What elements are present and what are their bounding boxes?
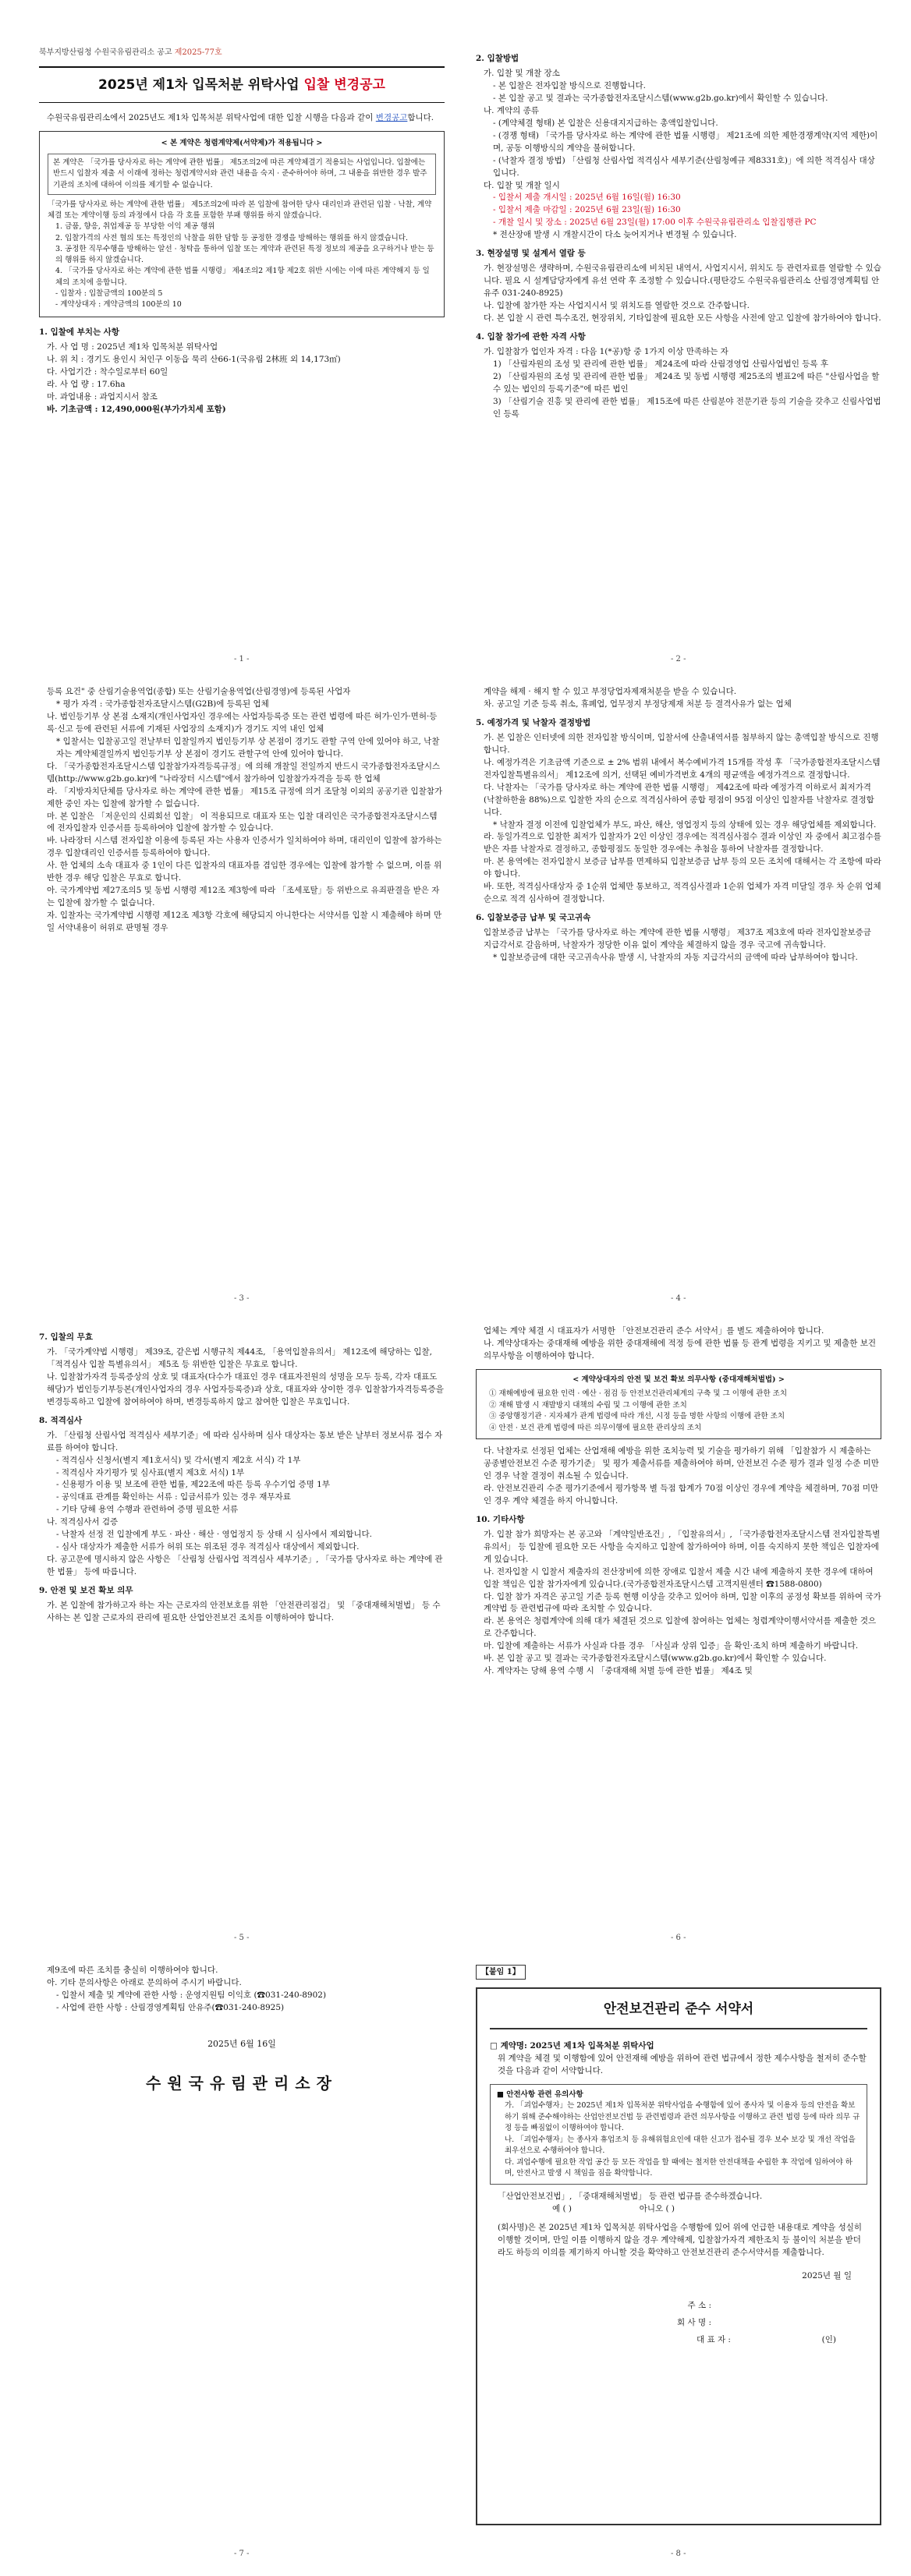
section1-row: 마. 과업내용 : 과업지시서 참조 (47, 392, 158, 402)
section1-row: 가. 사 업 명 : 2025년 제1차 입목처분 위탁사업 (47, 342, 218, 352)
section-title: 9. 안전 및 보건 확보 의무 (39, 1586, 133, 1596)
page-1 (39, 47, 445, 655)
annex-notice-item: 나. 「괴업수행자」는 종사자 휴업조치 등 유해위험요인에 대한 신고가 접수될 경우 보수 보강 및 개선 작업을 최우선으로 수행하여야 합니다. (505, 2135, 856, 2156)
page-number: - 2 - (671, 655, 686, 663)
safety-duties-box: < 계약상대자의 안전 및 보건 확보 의무사항 (중대재해처벌법) > ① 재해예방에 필요한 인력 · 예산 · 점검 등 안전보건관리체계의 구축 및 그 이행에 관한 조치 ② 재해 발생 시 재발방지 대책의 수립 및 그 이행에 관한 조치 ③ 중앙행정기관 · 지자체가 관계 법령에 따라 개선, 시정 등을 명한 사항의 이행에 관한 조치 ④ 안전 · 보건 관계 법령에 따른 의무이행에 필요한 관리상의 조치 (476, 1369, 881, 1439)
integrity-items (48, 221, 436, 310)
section1-rows (39, 341, 445, 404)
screening-doc-item: - 공익대표 관계를 확인하는 서류 : 입금서류가 있는 경우 재무자료 (56, 1492, 291, 1502)
safety-duty-item: ③ 중앙행정기관 · 지자체가 관계 법령에 따라 개선, 시정 등을 명한 사항의 이행에 관한 조치 (489, 1412, 785, 1421)
section-title: 8. 적격심사 (39, 1415, 83, 1425)
integrity-item: 2. 입찰가격의 사전 협의 또는 특정인의 낙찰을 위한 담합 등 공정한 경쟁을 방해하는 행위를 하지 않겠습니다. (55, 233, 408, 242)
page-8 (476, 1965, 881, 2573)
integrity-item: 1. 금품, 향응, 취업제공 등 부당한 이익 제공 행위 (55, 222, 215, 232)
page-7: 제9조에 따른 조치를 충실히 이행하여야 합니다. 아. 기타 문의사항은 아래로 문의하여 주시기 바랍니다. - 입찰서 제출 및 계약에 관한 사항 : 운영지원팀 이익호 (☎031-240-8902) - 사업에 관한 사항 : 산림경영계획팀 안유주(☎031-240-8925) 2025년 6월 16일 수원국유림관리소장 (39, 1965, 445, 2573)
page-6: 업체는 계약 체결 시 대표자가 서명한 「안전보건관리 준수 서약서」를 별도 제출하여야 합니다. 나. 계약상대자는 중대재해 예방을 위한 중대재해에 적정 등에 관한 법률 등 관계 법령을 지키고 및 제출한 보건 의무사항을 이행하여야 합니다. < 계약상대자의 안전 및 보건 확보 의무사항 (중대재해처벌법) > ① 재해예방에 필요한 인력 · 예산 · 점검 등 안전보건관리체계의 구축 및 그 이행에 관한 조치 ② 재해 발생 시 재발방지 대책의 수립 및 그 이행에 관한 조치 ③ 중앙행정기관 · 지자체가 관계 법령에 따라 개선, 시정 등을 명한 사항의 이행에 관한 조치 ④ 안전 · 보건 관계 법령에 따른 의무이행에 필요한 관리상의 조치 다. 낙찰자로 선정된 업체는 산업재해 예방을 위한 조치능력 및 기술을 평가하기 위해 「입찰참가 시 제출하는 공종별안전보건 수준 평가기준」 및 평가 제출서류를 제출하여야 하며, 안전보건 수준 평가 결과 일정 수준 미만인 경우 낙찰 결정이 취소될 수 있습니다. 라. 안전보건관리 수준 평가기준에서 평가항목 별 득점 합계가 70점 이상인 경우에 계약을 체결하며, 70점 미만인 경우 계약 체결을 하지 아니합니다. 10. 기타사항 가. 입찰 참가 희망자는 본 공고와 「계약일반조건」, 「입찰유의서」, 「국가종합전자조달시스템 전자입찰특별유의서」 등 입찰에 필요한 모든 사항을 숙지하고 입찰에 참가하여야 하며, 이를 숙지하지 못한 책임은 입찰자에게 있습니다. 나. 전자입찰 시 입찰서 제출자의 전산장비에 의한 장애로 입찰서 제출 시간 내에 제출하지 못한 경우에 대하여 입찰 책임은 입찰 참가자에게 있습니다.(국가종합전자조달시스템 고객지원센터 ☎1588-0800) 다. 입찰 참가 자격은 공고일 기준 등록 현행 이상을 갖추고 있어야 하며, 입찰 이후의 공정성 확보를 위하여 국가계약법 등 관련법규에 따라 조치할 수 있습니다. 라. 본 용역은 청렴계약에 의해 대가 체결된 것으로 입찰에 참여하는 업체는 청렴계약이행서약서를 제출한 것으로 간주합니다. 마. 입찰에 제출하는 서류가 사실과 다를 경우 「사실과 상위 입증」을 확인·조치 하며 제출하기 바랍니다. 바. 본 입찰 공고 및 결과는 국가종합전자조달시스템(www.g2b.go.kr)에서 확인할 수 있습니다. 사. 계약자는 당해 용역 수행 시 「중대재해 처벌 등에 관한 법률」 제4조 및 (476, 1326, 881, 1676)
section-title: 3. 현장설명 및 설계서 열람 등 (476, 249, 586, 259)
divider (39, 102, 445, 103)
page-title: 2025년 제1차 입목처분 위탁사업 입찰 변경공고 (98, 77, 385, 94)
page-number: - 5 - (234, 1934, 250, 1942)
integrity-box: < 본 계약은 청렴계약제(서약제)가 적용됩니다 > 본 계약은 「국가를 당사자로 하는 계약에 관한 법률」 제5조의2에 따른 계약체결기 적용되는 사업입니다. 입찰에는 반드시 입찰자 제출 서 이래에 정하는 청렴계약서와 관련 내용을 숙지 · 준수하여야 하며, 그 내용을 위반한 경우 발주기관의 조치에 대하여 이의를 제기할 수 없습니다. 「국가를 당사자로 하는 계약에 관한 법률」 제5조의2에 따라 본 입찰에 참여한 당사 대리인과 관련된 입찰 · 낙찰, 계약체결 또는 계약이행 등의 과정에서 다음 각 호를 포함한 부패 행위를 하지 않겠습니다. 1. 금품, 향응, 취업제공 등 부당한 이익 제공 행위 2. 입찰가격의 사전 협의 또는 특정인의 낙찰을 위한 담합 등 공정한 경쟁을 방해하는 행위를 하지 않겠습니다. 3. 공정한 직무수행을 방해하는 알선 · 청탁을 통하여 입찰 또는 계약과 관련된 특정 정보의 제공을 요구하거나 받는 등의 행위를 하지 않겠습니다. 4. 「국가를 당사자로 하는 계약에 관한 법률 시행령」 제4조의2 제1항 제2호 위반 시에는 이에 따른 계약해지 등 일체의 조치에 응합니다. - 입찰자 : 입찰금액의 100분의 5 - 계약상대자 : 계약금액의 100분의 10 (39, 131, 445, 318)
page-number: - 3 - (234, 1294, 250, 1303)
safety-duty-item: ② 재해 발생 시 재발방지 대책의 수립 및 그 이행에 관한 조치 (489, 1400, 687, 1410)
section-title: 5. 예정가격 및 낙찰자 결정방법 (476, 717, 591, 727)
page-5: 7. 입찰의 무효 가. 「국가계약법 시행령」 제39조, 같은법 시행규칙 제44조, 「용역입찰유의서」 제12조에 해당하는 입찰, 「적격심사 입찰 특별유의서」 제5조 등 위반한 입찰은 무효로 합니다. 나. 입찰참가자격 등록증상의 상호 및 대표자(다수가 대표인 경우 대표자전원의 성명을 모두 등록, 각자 대표도 해당)가 법인등기부등본(개인사업자의 경우 사업자등록증)과 상호, 대표자와 상이한 경우 입찰참가자격등록증을 변경등록하고 입찰에 참여하여야 하며, 변경등록하지 않고 참여한 입찰은 무효입니다. 8. 적격심사 가. 「산림청 산림사업 적격심사 세부기준」에 따라 심사하며 심사 대상자는 통보 받은 날부터 정보서류 접수 자료를 하여야 합니다. - 적격심사 신청서(별지 제1호서식) 및 각서(별지 제2호 서식) 각 1부 - 적격심사 자기평가 및 심사표(별지 제3호 서식) 1부 - 신용평가 이용 및 보조에 관한 법률, 제22조에 따른 등록 우수기업 증명 1부 - 공익대표 관계를 확인하는 서류 : 입금서류가 있는 경우 재무자료 - 기타 당해 용역 수행과 관련하여 증명 필요한 서류 나. 적격심사서 검증 - 낙찰자 선정 전 입찰에게 부도 · 파산 · 해산 · 영업정지 등 상태 시 심사에서 제외합니다. - 심사 대상자가 제출한 서류가 허위 또는 위조된 경우 적격심사 대상에서 제외합니다. 다. 공고문에 명시하지 않은 사항은 「산림청 산림사업 적격심사 세부기준」, 「국가를 당사자로 하는 계약에 관한 법률」 등에 따릅니다. 9. 안전 및 보건 확보 의무 가. 본 입찰에 참가하고자 하는 자는 근로자의 안전보호를 위한 「안전관리점검」 및 「중대재해처벌법」 등 수사하는 본 입찰 근로자의 관리에 필요한 산업안전보건 조치를 이행하여야 합니다. (39, 1332, 444, 1623)
annex-title: 안전보건관리 준수 서약서 (490, 2000, 867, 2029)
page-number: - 4 - (671, 1294, 686, 1303)
annex-tag: 【붙임 1】 (476, 1965, 526, 1980)
page-4: 계약을 해제 · 해지 할 수 있고 부정당업자제재처분을 받을 수 있습니다. 차. 공고일 기준 등록 취소, 휴폐업, 업무정지 부정당제재 처분 등 결격사유가 없는 업체 5. 예정가격 및 낙찰자 결정방법 가. 본 입찰은 인터넷에 의한 전자입찰 방식이며, 입찰서에 산출내역서를 첨부하지 않는 총액입찰 방식으로 진행합니다. 나. 예정가격은 기초금액 기준으로 ± 2% 범위 내에서 복수예비가격 15개를 작성 후 「국가종합전자조달시스템 전자입찰특별유의서」 제12조에 의거, 선택된 예비가격번호 4개의 평균액을 예정가격으로 결정합니다. 다. 낙찰자는 「국가를 당사자로 하는 계약에 관한 법률 시행령」 제42조에 따라 예정가격 이하로서 최저가격(낙찰하한율 88%)으로 입찰한 자의 순으로 적격심사하여 종합 평점이 95점 이상인 입찰자를 낙찰자로 결정합니다. * 낙찰자 결정 이전에 입찰업체가 부도, 파산, 해산, 영업정지 등의 상태에 있는 경우 해당업체를 제외합니다. 라. 동일가격으로 입찰한 최저가 입찰자가 2인 이상인 경우에는 적격심사점수 결과 이상인 자 중에서 최고점수를 받은 자를 낙찰자로 결정하고, 종합평점도 동일한 경우에는 추첨을 통하여 낙찰자를 결정합니다. 마. 본 용역에는 전자입찰시 보증금 납부를 면제하되 입찰보증금 납부 등의 모든 조치에 대해서는 각 조항에 따라야 합니다. 바. 또한, 적격심사대상자 중 1순위 업체만 통보하고, 적격심사결과 1순위 업체가 자격 미달일 경우 차 순위 업체 순으로 적격 심사하여 결정합니다. 6. 입찰보증금 납부 및 국고귀속 입찰보증금 납부는 「국가를 당사자로 하는 계약에 관한 법률 시행령」 제37조 제3호에 따라 전자입찰보증금 지급각서로 갈음하며, 낙찰자가 정당한 이유 없이 계약을 체결하지 않을 경우 국고에 귀속합니다. * 입찰보증금에 대한 국고귀속사유 발생 시, 낙찰자의 자동 지급각서의 금액에 따라 납부하여야 합니다. (476, 687, 881, 963)
integrity-item: - 계약상대자 : 계약금액의 100분의 10 (55, 300, 182, 310)
annex-notice-box: ■ 안전사항 관련 유의사항 가. 「괴업수행자」는 2025년 제1차 입목처분 위탁사업을 수행함에 있어 종사자 및 이용자 등의 안전을 확보하기 위해 준수해야하는 산업안전보건법 등 관련법령과 관련 의무사항을 이행하고 관련 법령 등에 따라 의무 규정 등을 빠짐없이 이행하여야 합니다. 나. 「괴업수행자」는 종사자 휴업조치 등 유해위험요인에 대한 신고가 접수될 경우 보수 보강 및 개선 작업을 최우선으로 수행하여야 합니다. 다. 괴업수행에 필요한 작업 공간 등 모든 작업을 할 때에는 철저한 안전대책을 수립한 후 작업에 임하여야 하며, 안전사고 발생 시 책임을 짐을 확약합니다. (490, 2084, 867, 2185)
page-number: - 1 - (234, 655, 250, 663)
annex-frame: 안전보건관리 준수 서약서 □ 계약명: 2025년 제1차 입목처분 위탁사업 위 계약을 체결 및 이행함에 있어 안전재해 예방을 위하여 관련 법규에서 정한 제수사항을 철저히 준수할 것을 다음과 같이 서약합니다. ■ 안전사항 관련 유의사항 가. 「괴업수행자」는 2025년 제1차 입목처분 위탁사업을 수행함에 있어 종사자 및 이용자 등의 안전을 확보하기 위해 준수해야하는 산업안전보건법 등 관련법령과 관련 의무사항을 이행하고 관련 법령 등에 따라 의무 규정 등을 빠짐없이 이행하여야 합니다. 나. 「괴업수행자」는 종사자 휴업조치 등 유해위험요인에 대한 신고가 접수될 경우 보수 보강 및 개선 작업을 최우선으로 수행하여야 합니다. 다. 괴업수행에 필요한 작업 공간 등 모든 작업을 할 때에는 철저한 안전대책을 수립한 후 작업에 임하여야 하며, 안전사고 발생 시 책임을 짐을 확약합니다. 「산업안전보건법」, 「중대재해처벌법」 등 관련 법규를 준수하겠습니다. 예 ( ) 아니오 ( ) (회사명)은 본 2025년 제1차 입목처분 위탁사업을 수행함에 있어 위에 언급한 내용대로 계약을 성실히 이행할 것이며, 만일 이를 이행하지 않을 경우 계약해제, 입찰참가자격 제한조치 등 불이익 처분을 받더라도 하등의 이의를 제기하지 아니할 것을 확약하고 안전보건관리 준수서약서를 제출합니다. 2025년 월 일 주 소 : 회 사 명 : 대 표 자 : (인) (476, 1987, 881, 2525)
page-number: - 7 - (234, 2549, 250, 2558)
safety-duty-item: ④ 안전 · 보건 관계 법령에 따른 의무이행에 필요한 관리상의 조치 (489, 1423, 702, 1432)
section-title: 1. 입찰에 부치는 사항 (39, 327, 120, 338)
screening-documents (39, 1455, 445, 1517)
section-title: 7. 입찰의 무효 (39, 1332, 93, 1342)
section-title: 6. 입찰보증금 납부 및 국고귀속 (476, 913, 591, 923)
yes-no-row (490, 2203, 867, 2216)
notice-date: 2025년 6월 16일 (207, 2038, 276, 2049)
integrity-item: 4. 「국가를 당사자로 하는 계약에 관한 법률 시행령」 제4조의2 제1항 제2호 위반 시에는 이에 따른 계약해지 등 일체의 조치에 응합니다. (55, 267, 430, 287)
divider (39, 66, 445, 68)
screening-doc-item: - 적격심사 신청서(별지 제1호서식) 및 각서(별지 제2호 서식) 각 1부 (56, 1455, 301, 1465)
notice-header: 북부지방산림청 수원국유림관리소 공고 제2025-77호 (39, 48, 222, 57)
annex-notice-item: 다. 괴업수행에 필요한 작업 공간 등 모든 작업을 할 때에는 철저한 안전대책을 수립한 후 작업에 임하여야 하며, 안전사고 발생 시 책임을 짐을 확약합니다. (505, 2157, 853, 2178)
screening-doc-item: - 신용평가 이용 및 보조에 관한 법률, 제22조에 따른 등록 우수기업 증명 1부 (56, 1480, 330, 1490)
yes-checkbox[interactable]: 예 ( ) (552, 2204, 572, 2214)
section1-row: 나. 위 치 : 경기도 용인시 처인구 이동읍 묵리 산66-1(국유림 2林班 외 14,173㎡) (47, 355, 341, 365)
section1-row: 라. 사 업 량 : 17.6ha (47, 380, 126, 390)
page-3: 등록 요건" 중 산림기술용역업(종합) 또는 산림기술용역업(산림경영)에 등록된 사업자 * 평가 자격 : 국가종합전자조달시스템(G2B)에 등록된 업체 나. 법인등기부 상 본점 소재지(개인사업자인 경우에는 사업자등록증 또는 관련 법령에 따른 허가·인가·면허·등록·신고 등에 관련된 서류에 기재된 사업장의 소재지)가 경기도 지역 내인 업체 * 입찰서는 입찰공고일 전날부터 입찰일까지 법인등기부 상 본점이 경기도 관할 구역 안에 있어야 하고, 낙찰자는 계약체결일까지 법인등기부 상 본점이 경기도 관할구역 안에 있어야 합니다. 다. 「국가종합전자조달시스템 입찰참가자격등록규정」에 의해 개찰일 전일까지 반드시 국가종합전자조달시스템(http://www.g2b.go.kr)에 "나라장터 시스템"에서 참가하여 입찰참가자격을 등록 한 업체 라. 「지방자치단체를 당사자로 하는 계약에 관한 법률」 제15조 규정에 의거 조달청 이외의 공공기관 입찰참가제한 중인 자는 입찰에 참가할 수 없습니다. 마. 본 입찰은 「저운인의 신뢰회선 입찰」 이 적용되므로 대표자 또는 입찰 대리인은 국가종합전자조달시스템에 전자입찰자 인증서를 등록하여야 입찰에 참가할 수 있습니다. 바. 나라장터 시스템 전자입찰 이용에 등록된 자는 사용자 인증서가 일치하여야 하며, 대리인이 입찰에 참가하는 경우 입찰대리인 인증서를 등록하여야 합니다. 사. 한 업체의 소속 대표자 중 1인이 다른 입찰자의 대표자를 겸임한 경우에는 입찰에 참가할 수 없으며, 이를 위반한 경우 해당 입찰은 무효로 합니다. 아. 국가계약법 제27조의5 및 동법 시행령 제12조 제3항에 따라 「조세포탈」등 위반으로 유죄판결을 받은 자는 입찰에 참가할 수 없습니다. 자. 입찰자는 국가계약법 시행령 제12조 제3항 각호에 해당되지 아니한다는 서약서를 입찰 시 제출해야 하며 만일 서약내용이 허위로 판명될 경우 (47, 687, 443, 933)
annex-notice-item: 가. 「괴업수행자」는 2025년 제1차 입목처분 위탁사업을 수행함에 있어 종사자 및 이용자 등의 안전을 확보하기 위해 준수해야하는 산업안전보건법 등 관련법령과 관련 의무사항을 이행하고 관련 법령 등에 따라 의무 규정 등을 빠짐없이 이행하여야 합니다. (505, 2101, 860, 2133)
intro-text: 수원국유림관리소에서 2025년도 제1차 입목처분 위탁사업에 대한 입찰 시행을 다음과 같이 변경공고합니다. (47, 113, 434, 123)
page-2: 2. 입찰방법 가. 입찰 및 개찰 장소 - 본 입찰은 전자입찰 방식으로 진행합니다. - 본 입찰 공고 및 결과는 국가종합전자조달시스템(www.g2b.go.kr)에서 확인할 수 있습니다. 나. 계약의 종류 - (계약체결 형태) 본 입찰은 신용대지지급하는 총액입찰입니다. - (경쟁 형태) 「국가를 당사자로 하는 계약에 관한 법률 시행령」 제21조에 의한 제한경쟁계약(지역 제한)이며, 공동 이행방식의 계약을 불허합니다. - (낙찰자 결정 방법) 「산림청 산림사업 적격심사 세부기준(산림청예규 제8331호)」에 의한 적격심사 대상입니다. 다. 입찰 및 개찰 일시 - 입찰서 제출 개시일 : 2025년 6월 16일(월) 16:30 - 입찰서 제출 마감일 : 2025년 6월 23일(월) 16:30 - 개찰 일시 및 장소 : 2025년 6월 23일(월) 17:00 이후 수원국유림관리소 입찰집행관 PC * 전산장애 발생 시 개찰시간이 다소 늦어지거나 변경될 수 있습니다. 3. 현장설명 및 설계서 열람 등 가. 현장설명은 생략하며, 수원국유림관리소에 비치된 내역서, 사업지시서, 위치도 등 관련자료를 열람할 수 있습니다. 필요 시 설계담당자에게 유선 연락 후 조정할 수 있습니다.(평탄강도 수원국유림관리소 산림경영계획팀 안유주 031-240-8925) 나. 입찰에 참가한 자는 사업지시서 및 위치도를 열람한 것으로 간주합니다. 다. 본 입찰 시 관련 특수조건, 현장위치, 기타입찰에 필요한 모든 사항을 사전에 알고 입찰에 참가하여야 합니다. 4. 입찰 참가에 관한 자격 사항 가. 입찰참가 업인자 자격 : 다음 1(*공)항 중 1가지 이상 만족하는 자 1) 「산림자원의 조성 및 관리에 관한 법률」 제24조에 따라 산림경영업 산림사업법인 등록 후 2) 「산림자원의 조성 및 관리에 관한 법률」 제24조 및 동법 시행령 제25조의 별표2에 따른 "산림사업을 할 수 있는 법인의 등록기준"에 따른 법인 3) 「산림기술 진흥 및 관리에 관한 법률」 제15조에 따른 산림분야 전문기관 등의 기술을 갖추고 신림사업법인 등록 (476, 54, 881, 419)
budget: 바. 기초금액 : 12,490,000원(부가가치세 포함) (47, 405, 226, 415)
screening-doc-item: - 적격심사 자기평가 및 심사표(별지 제3호 서식) 1부 (56, 1467, 245, 1477)
signature-title: 수원국유림관리소장 (146, 2073, 338, 2093)
section-title: 10. 기타사항 (476, 1514, 525, 1524)
screening-doc-item: - 기타 당해 용역 수행과 관련하여 증명 필요한 서류 (56, 1505, 239, 1515)
safety-duty-item: ① 재해예방에 필요한 인력 · 예산 · 점검 등 안전보건관리체계의 구축 및 그 이행에 관한 조치 (489, 1389, 788, 1399)
section-title: 2. 입찰방법 (476, 54, 519, 63)
page-number: - 6 - (671, 1934, 686, 1942)
section1-row: 다. 사업기간 : 착수일로부터 60일 (47, 367, 168, 377)
integrity-item: 3. 공정한 직무수행을 방해하는 알선 · 청탁을 통하여 입찰 또는 계약과 관련된 특정 정보의 제공을 요구하거나 받는 등의 행위를 하지 않겠습니다. (55, 244, 434, 265)
page-number: - 8 - (671, 2549, 686, 2558)
integrity-item: - 입찰자 : 입찰금액의 100분의 5 (55, 288, 163, 298)
section-title: 4. 입찰 참가에 관한 자격 사항 (476, 332, 586, 342)
no-checkbox[interactable]: 아니오 ( ) (639, 2204, 675, 2214)
